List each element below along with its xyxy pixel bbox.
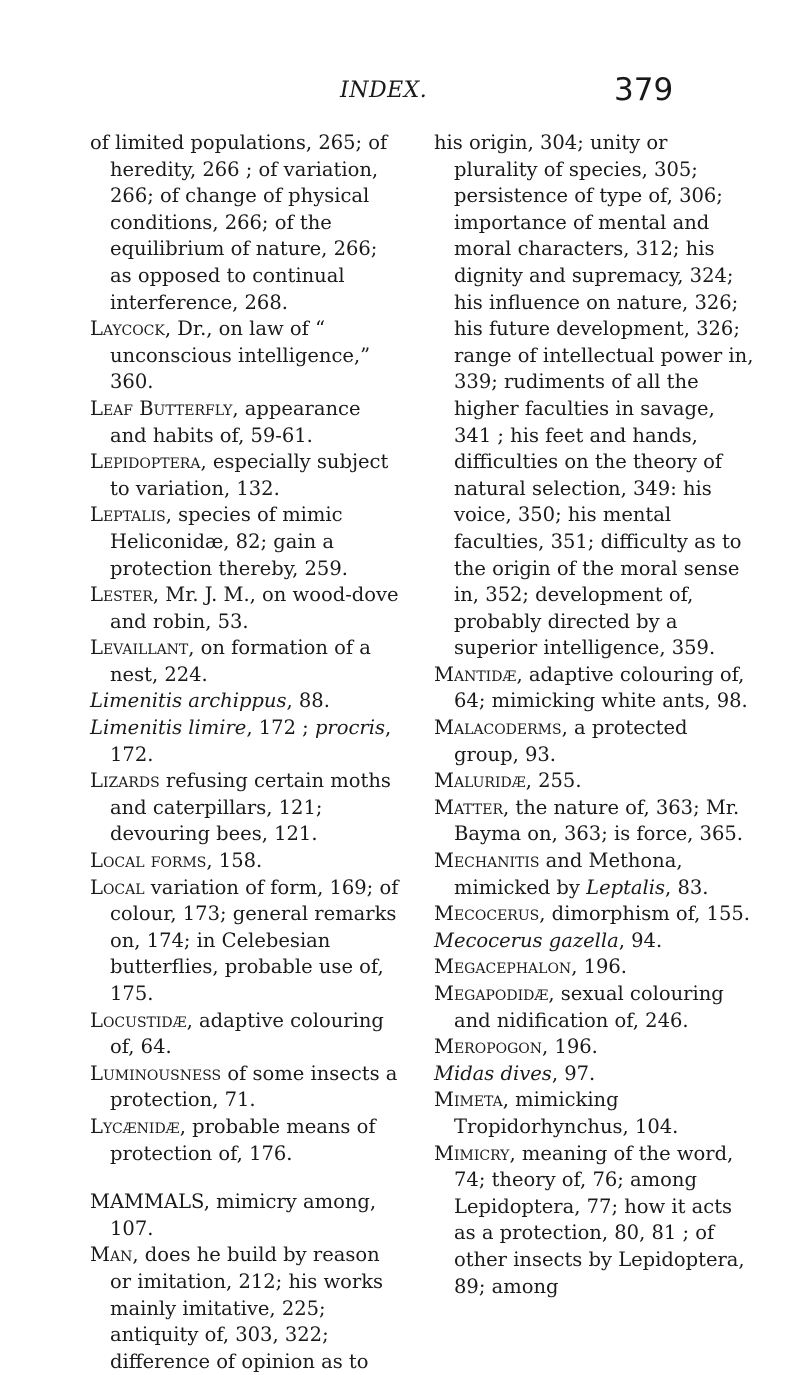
entry-text: , does he build by reason or imitation, 212; his works mainly imitative, 225; antiquity of, 303, 322; difference of opinion as to: [110, 1243, 384, 1373]
entry-headword: Maluridæ: [434, 769, 526, 793]
index-entry: [434, 928, 756, 955]
entry-headword: Megapodidæ: [434, 982, 549, 1005]
entry-text: , especially subject to variation, 132.: [110, 450, 389, 500]
entry-text: , adaptive colouring of, 64; mimicking white ants, 98.: [454, 662, 748, 713]
entry-text: , 94.: [618, 928, 663, 952]
index-entry: [90, 316, 400, 396]
entry-text: , sexual colouring and nidification of, 246.: [454, 982, 724, 1032]
entry-headword: Meropogon: [434, 1035, 543, 1059]
index-entry: [90, 582, 400, 635]
index-entry: [90, 688, 400, 715]
entry-headword: Limenitis limire: [90, 716, 247, 740]
entry-headword: Lycænidæ: [90, 1114, 180, 1138]
entry-text: and Methona, mimicked by: [454, 849, 683, 899]
entry-text: , dimorphism of, 155.: [539, 902, 750, 926]
entry-headword: Locustidæ: [90, 1008, 187, 1032]
entry-headword: Mecocerus gazella: [434, 928, 619, 952]
entry-italic-term: procris: [314, 716, 385, 740]
index-entry: [90, 130, 400, 316]
entry-text: of limited populations, 265; of heredity, 266 ; of variation, 266; of change of physical conditions, 266; of the equilibrium of nature, 266; as opposed to continual interference, 268.: [90, 131, 388, 314]
entry-headword: Mantidæ: [434, 662, 517, 686]
index-entry: [90, 848, 400, 875]
entry-text-tail: , 83.: [665, 875, 709, 899]
entry-text: , a protected group, 93.: [454, 716, 688, 766]
entry-text: , species of mimic Heliconidæ, 82; gain a protection thereby, 259.: [110, 503, 348, 580]
entry-text: of some insects a protection, 71.: [110, 1061, 398, 1112]
entry-headword: MAMMALS: [90, 1190, 204, 1214]
index-entry: [434, 1034, 756, 1061]
index-entry: [90, 635, 400, 688]
entry-headword: Lester: [90, 583, 153, 607]
index-entry: [90, 396, 400, 449]
entry-headword: Laycock: [90, 317, 165, 341]
index-entry: [434, 981, 756, 1034]
index-entry: [90, 1008, 400, 1061]
running-title: INDEX.: [340, 78, 428, 103]
index-entry: [434, 1087, 756, 1140]
entry-text: , 196.: [542, 1035, 598, 1059]
index-entry: [434, 1061, 756, 1088]
page-number: 379: [614, 72, 674, 108]
entry-headword: Megacephalon: [434, 955, 572, 979]
running-head: [0, 72, 800, 118]
entry-headword: Man: [90, 1243, 133, 1267]
index-entry: [434, 795, 756, 848]
index-entry: [90, 768, 400, 848]
entry-headword: Luminousness: [90, 1061, 222, 1085]
entry-headword: Leaf Butterfly: [90, 396, 233, 420]
entry-text: , on formation of a nest, 224.: [110, 636, 371, 686]
entry-text: variation of form, 169; of colour, 173; general remarks on, 174; in Celebesian butterflies, probable use of, 175.: [110, 875, 399, 1005]
entry-headword: Lizards: [90, 769, 160, 793]
entry-text: , meaning of the word, 74; theory of, 76; among Lepidoptera, 77; how it acts as a protection, 80, 81 ; of other insects by Lepidoptera, 89; among: [454, 1141, 745, 1298]
entry-text: refusing certain moths and caterpillars, 121; devouring bees, 121.: [110, 769, 391, 846]
entry-italic-term: Leptalis: [586, 875, 666, 899]
entry-headword: Mecocerus: [434, 902, 540, 926]
index-entry: [90, 1114, 400, 1167]
index-entry: [434, 768, 756, 795]
entry-text: , appearance and habits of, 59-61.: [110, 396, 361, 447]
entry-headword: Limenitis archippus: [90, 689, 287, 713]
index-column-left: [90, 130, 400, 1375]
entry-text: , 196.: [571, 955, 628, 979]
entry-headword: Lepidoptera: [90, 450, 201, 474]
entry-text: , mimicking Tropidorhynchus, 104.: [454, 1088, 679, 1138]
entry-headword: Malacoderms: [434, 716, 562, 740]
index-entry: [90, 875, 400, 1008]
entry-text: , the nature of, 363; Mr. Bayma on, 363; is force, 365.: [454, 795, 743, 846]
entry-headword: Mimeta: [434, 1088, 503, 1112]
index-entry: [434, 662, 756, 715]
entry-headword: Midas dives: [434, 1061, 552, 1085]
index-entry: [90, 1242, 400, 1375]
entry-headword: Local forms: [90, 849, 207, 873]
entry-text: , Dr., on law of “ unconscious intelligence,” 360.: [110, 317, 371, 394]
entry-text: , adaptive colouring of, 64.: [110, 1008, 384, 1059]
index-column-right: [434, 130, 756, 1300]
index-entry: [90, 502, 400, 582]
entry-text: , 97.: [551, 1061, 596, 1085]
entry-text: , probable means of protection of, 176.: [110, 1114, 376, 1165]
index-entry: [90, 1061, 400, 1114]
entry-text: , Mr. J. M., on wood-dove and robin, 53.: [110, 583, 399, 633]
entry-text: , 255.: [525, 769, 582, 793]
entry-text-tail: , 172.: [110, 716, 392, 766]
entry-headword: Mimicry: [434, 1141, 510, 1165]
index-entry: [434, 1141, 756, 1301]
entry-text: , 158.: [206, 849, 263, 873]
index-entry: [90, 1189, 400, 1242]
index-entry: [434, 715, 756, 768]
entry-text: his origin, 304; unity or plurality of species, 305; persistence of type of, 306; importance of mental and moral characters, 312; his dignity and supremacy, 324; his influence on nature, 326; his future development, 326; range of intellectual power in, 339; rudiments of all the higher faculties in savage, 341 ; his feet and hands, difficulties on the theory of natural selection, 349: his voice, 350; his mental faculties, 351; difficulty as to the origin of the moral sense in, 352; development of, probably directed by a superior intelligence, 359.: [434, 131, 754, 660]
index-entry: [434, 954, 756, 981]
index-entry: [90, 449, 400, 502]
entry-headword: Mechanitis: [434, 849, 540, 873]
entry-headword: Matter: [434, 795, 504, 819]
entry-text: , mimicry among, 107.: [110, 1190, 377, 1240]
index-entry: [90, 715, 400, 768]
index-entry: [434, 901, 756, 928]
entry-headword: Levaillant: [90, 636, 189, 660]
entry-headword: Leptalis: [90, 503, 166, 527]
index-entry: [434, 848, 756, 901]
index-entry: [434, 130, 756, 662]
entry-text: , 88.: [286, 689, 330, 713]
entry-headword: Local: [90, 875, 145, 899]
entry-text: , 172 ;: [246, 716, 315, 740]
